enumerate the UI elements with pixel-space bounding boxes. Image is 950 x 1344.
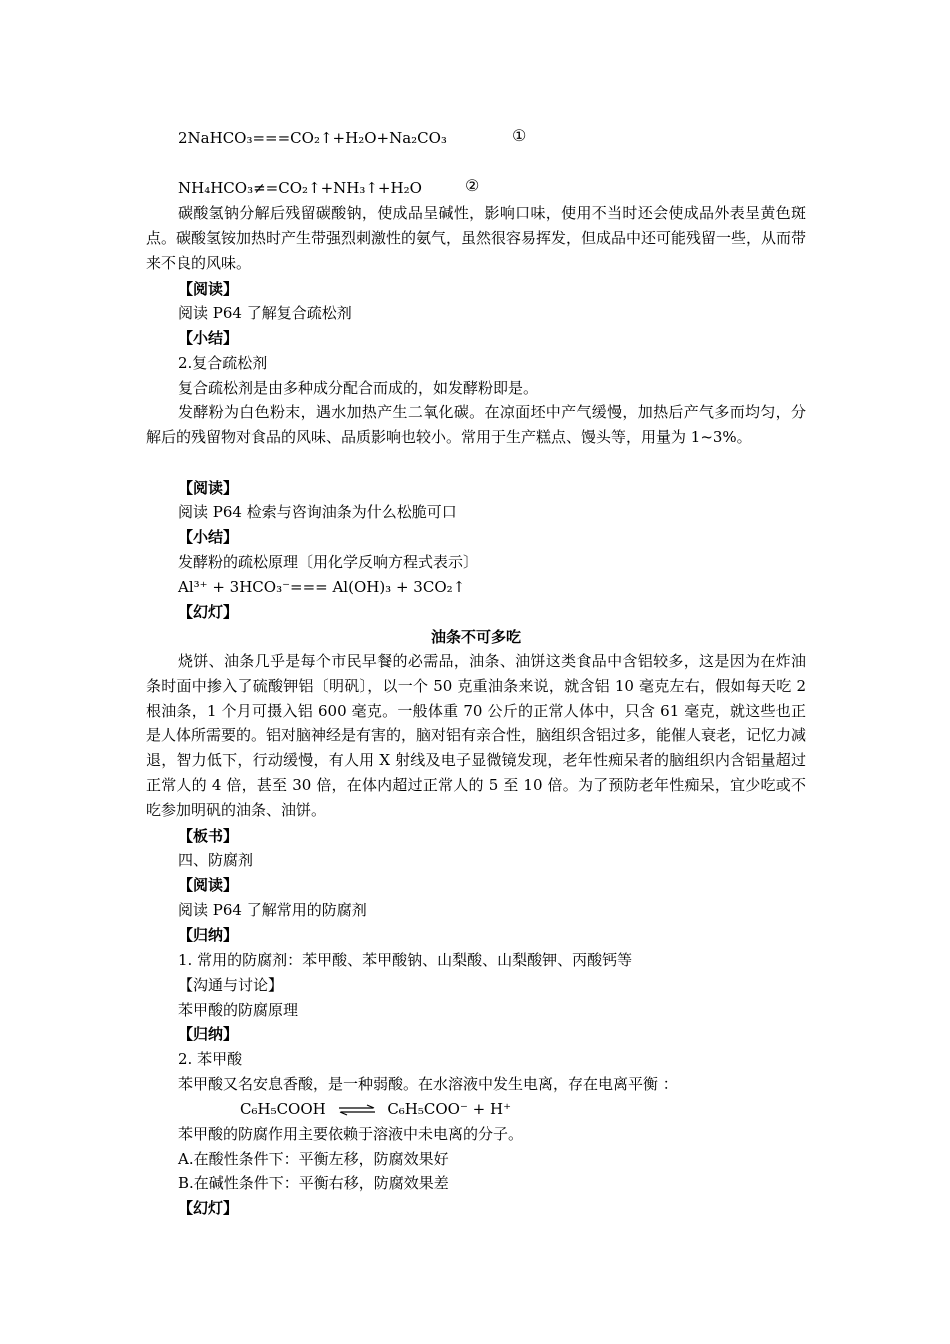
paragraph-decomposition: 碳酸氢钠分解后残留碳酸钠，使成品呈碱性，影响口味，使用不当时还会使成品外表呈黄色斑点。碳酸氢铵加热时产生带强烈刺激性的氨气，虽然很容易挥发，但成品中还可能残留一些，从而带来不良的风味。 xyxy=(146,204,807,272)
heading-summary-3: 【归纳】 xyxy=(178,926,239,944)
summary-3: 1. 常用的防腐剂：苯甲酸、苯甲酸钠、山梨酸、山梨酸钾、丙酸钙等 xyxy=(178,951,633,969)
paragraph-benzoic: 苯甲酸又名安息香酸，是一种弱酸。在水溶液中发生电离，存在电离平衡 ： xyxy=(178,1075,678,1093)
equilibrium-arrow-icon xyxy=(337,1104,377,1116)
heading-summary-2: 【小结】 xyxy=(178,528,239,546)
discussion-text: 苯甲酸的防腐原理 xyxy=(178,1001,299,1019)
read-3: 阅读 P64 了解常用的防腐剂 xyxy=(178,901,367,919)
equation-4 xyxy=(240,1097,900,1121)
heading-discussion: 【沟通与讨论】 xyxy=(178,976,284,994)
read-1: 阅读 P64 了解复合疏松剂 xyxy=(178,304,352,322)
heading-slide-1: 【幻灯】 xyxy=(178,603,239,621)
equation-2: NH₄HCO₃≠=CO₂↑+NH₃↑+H₂O xyxy=(178,179,422,197)
summary-1: 2.复合疏松剂 xyxy=(178,354,268,372)
paragraph-aluminum: 烧饼、油条几乎是每个市民早餐的必需品，油条、油饼这类食品中含铝较多，这是因为在炸油条时面中掺入了硫酸钾铝〔明矾〕，以一个 50 克重油条来说，就含铝 10 毫克左右，假如每天吃 2 根油条，1 个月可摄入铝 600 毫克。一般体重 70 公斤的正常人体中，只含 61 毫克，就这些也正是人体所需要的。铝对脑神经是有害的，脑对铝有亲合性，脑组织含铝过多，能催人衰老，记忆力减退，智力低下，行动缓慢，有人用 X 射线及电子显微镜发现，老年性痴呆者的脑组织内含铝量超过正常人的 4 倍，甚至 30 倍，在体内超过正常人的 5 至 10 倍。为了预防老年性痴呆，宜少吃或不吃参加明矾的油条、油饼。 xyxy=(146,652,807,819)
summary-2: 发酵粉的疏松原理〔用化学反响方程式表示〕 xyxy=(178,553,479,571)
heading-read-2: 【阅读】 xyxy=(178,479,239,497)
heading-summary-4: 【归纳】 xyxy=(178,1025,239,1043)
equation-4-left: C₆H₅COOH xyxy=(240,1100,326,1118)
heading-read-1: 【阅读】 xyxy=(178,280,239,298)
heading-summary-1: 【小结】 xyxy=(178,329,239,347)
summary-4: 2. 苯甲酸 xyxy=(178,1050,243,1068)
heading-read-3: 【阅读】 xyxy=(178,876,239,894)
equation-1-mark: ① xyxy=(512,126,527,145)
read-2: 阅读 P64 检索与咨询油条为什么松脆可口 xyxy=(178,503,457,521)
equation-4-right: C₆H₅COO⁻ + H⁺ xyxy=(387,1100,511,1118)
heading-board: 【板书】 xyxy=(178,827,239,845)
slide-title: 油条不可多吃 xyxy=(430,628,521,646)
heading-slide-2: 【幻灯】 xyxy=(178,1199,239,1217)
condition-base: B.在碱性条件下：平衡右移，防腐效果差 xyxy=(178,1174,449,1192)
equation-2-mark: ② xyxy=(465,176,480,195)
board-text: 四、防腐剂 xyxy=(178,851,254,869)
paragraph-compound: 复合疏松剂是由多种成分配合而成的，如发酵粉即是。 xyxy=(178,379,539,397)
paragraph-undissociated: 苯甲酸的防腐作用主要依赖于溶液中未电离的分子。 xyxy=(178,1125,524,1143)
paragraph-baking-powder: 发酵粉为白色粉末，遇水加热产生二氧化碳。在凉面坯中产气缓慢，加热后产气多而均匀，分解后的残留物对食品的风味、品质影响也较小。常用于生产糕点、馒头等，用量为 1~3%。 xyxy=(146,403,806,446)
equation-1: 2NaHCO₃===CO₂↑+H₂O+Na₂CO₃ xyxy=(178,129,447,147)
condition-acid: A.在酸性条件下：平衡左移，防腐效果好 xyxy=(178,1150,449,1168)
equation-3: Al³⁺ + 3HCO₃⁻=== Al(OH)₃ + 3CO₂↑ xyxy=(178,578,466,596)
